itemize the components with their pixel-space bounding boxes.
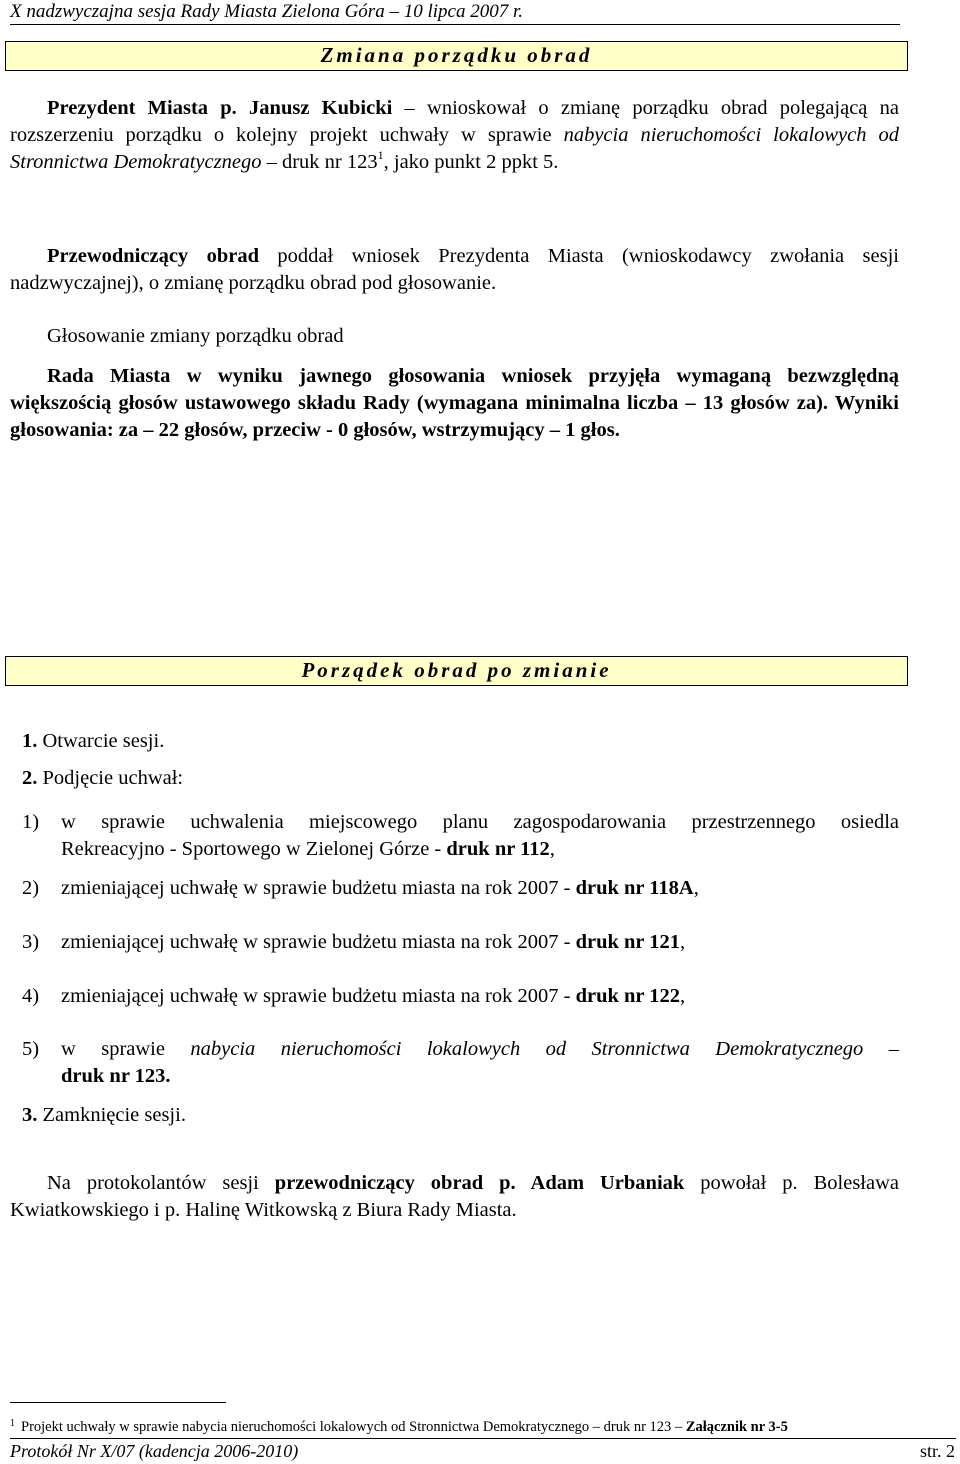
agenda-item-number: 1. bbox=[22, 730, 38, 752]
agenda-item bbox=[22, 728, 164, 755]
vote-result-text: Rada Miasta w wyniku jawnego głosowania wniosek przyjęła wymaganą bezwzględną większością głosów ustawowego składu Rady (wymagana minimalna liczba – 13 głosów za). Wyniki głosowania: za – 22 głosów, przeciw - 0 głosów, wstrzymujący – 1 głos. bbox=[10, 365, 899, 441]
resolution-text-line bbox=[61, 875, 699, 902]
resolution-text: zmieniającej uchwałę w sprawie budżetu miasta na rok 2007 - bbox=[61, 985, 576, 1007]
section-heading: Zmiana porządku obrad bbox=[320, 43, 593, 67]
resolution-text-line bbox=[61, 836, 555, 863]
motion-text-c: , jako punkt 2 ppkt 5. bbox=[383, 151, 559, 173]
resolution-text: zmieniającej uchwałę w sprawie budżetu miasta na rok 2007 - bbox=[61, 877, 576, 899]
resolution-text-line: w sprawie uchwalenia miejscowego planu zagospodarowania przestrzennego osiedla bbox=[61, 811, 899, 833]
resolution-text: zmieniającej uchwałę w sprawie budżetu miasta na rok 2007 - bbox=[61, 931, 576, 953]
resolution-druk: druk nr 118A bbox=[575, 877, 694, 899]
resolution-tail: , bbox=[680, 931, 686, 953]
agenda-item-label: Otwarcie sesji. bbox=[37, 730, 165, 752]
agenda-item bbox=[22, 765, 183, 792]
motion-paragraph bbox=[10, 95, 899, 176]
resolution-tail: , bbox=[549, 838, 555, 860]
footnote-text: Projekt uchwały w sprawie nabycia nieruchomości lokalowych od Stronnictwa Demokratycznego – druk nr 123 – bbox=[21, 1419, 686, 1435]
protocol-paragraph bbox=[10, 1170, 899, 1224]
resolution-tail: , bbox=[680, 985, 686, 1007]
resolution-text: w sprawie bbox=[61, 1038, 191, 1060]
agenda-item-label: Zamknięcie sesji. bbox=[37, 1104, 186, 1126]
resolution-text-line bbox=[61, 929, 685, 956]
section-heading-banner bbox=[5, 41, 908, 71]
vote-result bbox=[10, 363, 899, 444]
chair-text: poddał wniosek Prezydenta Miasta (wnioskodawcy zwołania sesji nadzwyczajnej), o zmianę porządku obrad pod głosowanie. bbox=[10, 245, 899, 294]
footer-protocol-label: Protokół Nr X/07 (kadencja 2006-2010) bbox=[10, 1441, 299, 1461]
resolution-druk: druk nr 123. bbox=[61, 1065, 171, 1087]
agenda-heading: Porządek obrad po zmianie bbox=[301, 658, 612, 682]
resolution-number: 4) bbox=[22, 985, 40, 1007]
footnote bbox=[10, 1416, 788, 1435]
resolution-number: 2) bbox=[22, 877, 40, 899]
resolution-italic-subject: nabycia nieruchomości lokalowych od Stronnictwa Demokratycznego bbox=[190, 1038, 864, 1060]
footnote-ref: 1 bbox=[377, 148, 384, 162]
resolution-text-line bbox=[61, 1063, 171, 1090]
vote-heading: Głosowanie zmiany porządku obrad bbox=[47, 325, 344, 347]
resolution-dash: – bbox=[863, 1038, 899, 1060]
protocol-chair: przewodniczący obrad p. Adam Urbaniak bbox=[274, 1172, 685, 1194]
agenda-item bbox=[22, 1102, 186, 1129]
resolution-text-line bbox=[61, 1036, 899, 1063]
footnote-number: 1 bbox=[10, 1418, 15, 1429]
header-title: X nadzwyczajna sesja Rady Miasta Zielona Góra – 10 lipca 2007 r. bbox=[10, 1, 523, 22]
agenda-heading-banner bbox=[5, 656, 908, 686]
protocol-text-a: Na protokolantów sesji bbox=[47, 1172, 275, 1194]
resolution-text-line bbox=[61, 983, 685, 1010]
resolution-number: 1) bbox=[22, 811, 40, 833]
agenda-item-label: Podjęcie uchwał: bbox=[37, 767, 184, 789]
footer-separator bbox=[10, 1438, 956, 1439]
motion-italic-subject: nabycia nieruchomości lokalowych od Stronnictwa Demokratycznego bbox=[10, 124, 899, 173]
footnote-separator bbox=[10, 1402, 226, 1403]
chair-title: Przewodniczący obrad bbox=[47, 245, 259, 267]
agenda-item-number: 2. bbox=[22, 767, 38, 789]
resolution-druk: druk nr 122 bbox=[575, 985, 681, 1007]
motion-text-a: – wnioskował o zmianę porządku obrad polegającą na rozszerzeniu porządku o kolejny projekt uchwały w sprawie bbox=[10, 97, 899, 146]
chair-paragraph bbox=[10, 243, 899, 297]
speaker-name: Prezydent Miasta p. Janusz Kubicki bbox=[47, 97, 393, 119]
resolution-druk: druk nr 112 bbox=[446, 838, 550, 860]
resolution-tail: , bbox=[693, 877, 699, 899]
footnote-attachment: Załącznik nr 3-5 bbox=[685, 1419, 788, 1435]
page-header bbox=[10, 2, 900, 25]
resolution-number: 3) bbox=[22, 931, 40, 953]
protocol-text-b: powołał p. Bolesława Kwiatkowskiego i p. Halinę Witkowską z Biura Rady Miasta. bbox=[10, 1172, 899, 1221]
resolution-number: 5) bbox=[22, 1038, 40, 1060]
motion-text-b: – druk nr 123 bbox=[261, 151, 378, 173]
agenda-item-number: 3. bbox=[22, 1104, 38, 1126]
page-number: str. 2 bbox=[919, 1441, 955, 1461]
resolution-druk: druk nr 121 bbox=[575, 931, 681, 953]
resolution-text: Rekreacyjno - Sportowego w Zielonej Górze - bbox=[61, 838, 447, 860]
